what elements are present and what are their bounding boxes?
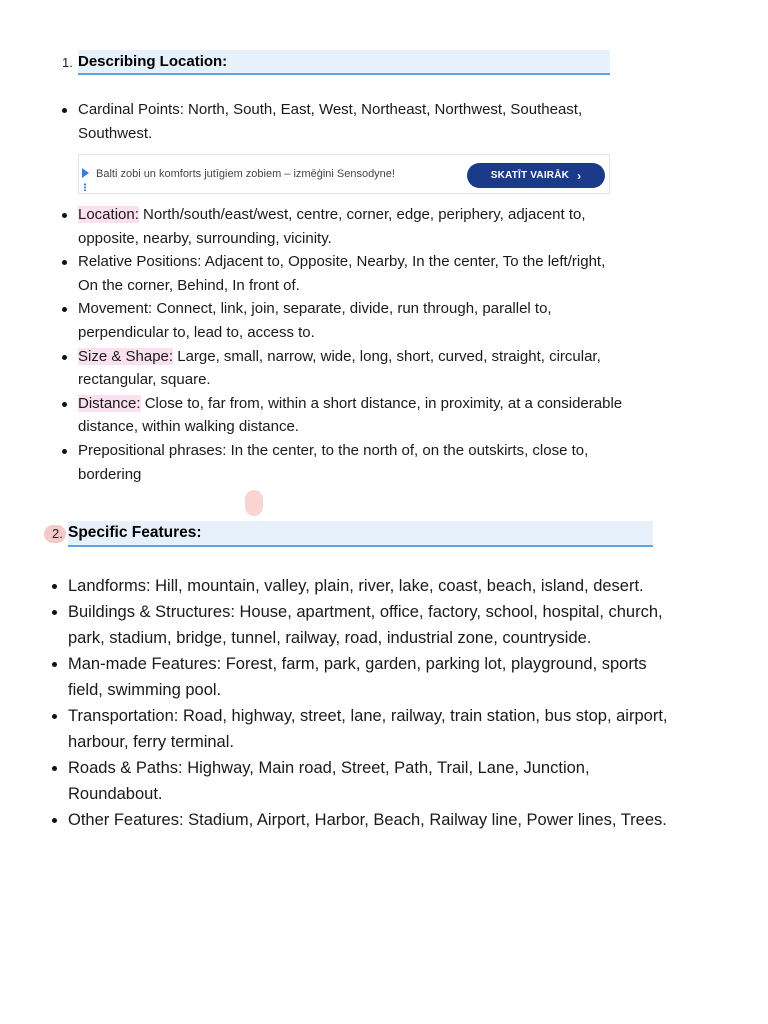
list-item-text: Roads & Paths: Highway, Main road, Street, Path, Trail, Lane, Junction, Roundabout. xyxy=(68,759,590,803)
ad-text[interactable]: Balti zobi un komforts jutīgiem zobiem – izmēģini Sensodyne! xyxy=(96,168,395,180)
list-item xyxy=(68,755,668,807)
section-2-list xyxy=(68,573,668,833)
list-item-text: Close to, far from, within a short distance, in proximity, at a considerable distance, within walking distance. xyxy=(78,394,623,436)
adchoices-play-icon[interactable] xyxy=(82,168,89,178)
section-1-list-top xyxy=(78,98,623,145)
highlighted-term: Distance: xyxy=(78,394,141,412)
highlighted-term: Location: xyxy=(78,206,139,223)
list-item-text: Transportation: Road, highway, street, lane, railway, train station, bus stop, airport, harbour, ferry terminal. xyxy=(68,707,668,751)
section-2-title: Specific Features: xyxy=(68,524,202,541)
list-item-text: Landforms: Hill, mountain, valley, plain, river, lake, coast, beach, island, desert. xyxy=(68,577,644,595)
list-item-text: North/south/east/west, centre, corner, edge, periphery, adjacent to, opposite, nearby, surrounding, vicinity. xyxy=(78,206,586,247)
list-item xyxy=(78,345,623,392)
section-1-title: Describing Location: xyxy=(78,53,228,70)
list-item-text: Cardinal Points: North, South, East, West, Northeast, Northwest, Southeast, Southwest. xyxy=(78,101,583,142)
list-item xyxy=(68,703,668,755)
more-options-icon[interactable] xyxy=(84,183,86,191)
list-item xyxy=(78,250,623,297)
annotation-pin-icon[interactable] xyxy=(245,490,263,516)
list-item xyxy=(78,439,623,486)
list-item-text: Large, small, narrow, wide, long, short, curved, straight, circular, rectangular, square. xyxy=(78,347,601,389)
ad-banner[interactable] xyxy=(78,154,610,194)
ad-cta-label: SKATĪT VAIRĀK xyxy=(490,170,570,181)
list-item xyxy=(78,392,623,439)
list-item-text: Buildings & Structures: House, apartment, office, factory, school, hospital, church, park, stadium, bridge, tunnel, railway, road, industrial zone, countryside. xyxy=(68,603,663,647)
chevron-right-icon: › xyxy=(577,168,582,183)
list-item xyxy=(68,807,668,833)
list-item xyxy=(78,297,623,344)
list-item xyxy=(78,203,623,250)
section-1-list-bottom xyxy=(78,203,623,486)
ad-cta-button[interactable] xyxy=(467,163,605,188)
section-1-number: 1. xyxy=(62,55,73,70)
list-item xyxy=(68,573,668,599)
section-1-heading xyxy=(62,50,610,75)
list-item-text: Other Features: Stadium, Airport, Harbor, Beach, Railway line, Power lines, Trees. xyxy=(68,811,667,829)
list-item xyxy=(68,599,668,651)
list-item-text: Man-made Features: Forest, farm, park, garden, parking lot, playground, sports field, swimming pool. xyxy=(68,655,647,699)
list-item-text: Prepositional phrases: In the center, to the north of, on the outskirts, close to, bordering xyxy=(78,441,589,483)
section-2-number: 2. xyxy=(52,526,63,541)
list-item xyxy=(68,651,668,703)
list-item-text: Relative Positions: Adjacent to, Opposite, Nearby, In the center, To the left/right, On the corner, Behind, In front of. xyxy=(78,253,606,294)
list-item-text: Movement: Connect, link, join, separate, divide, run through, parallel to, perpendicular to, lead to, access to. xyxy=(78,300,552,341)
section-2-heading xyxy=(52,521,653,547)
highlighted-term: Size & Shape: xyxy=(78,347,174,365)
list-item xyxy=(78,98,623,145)
